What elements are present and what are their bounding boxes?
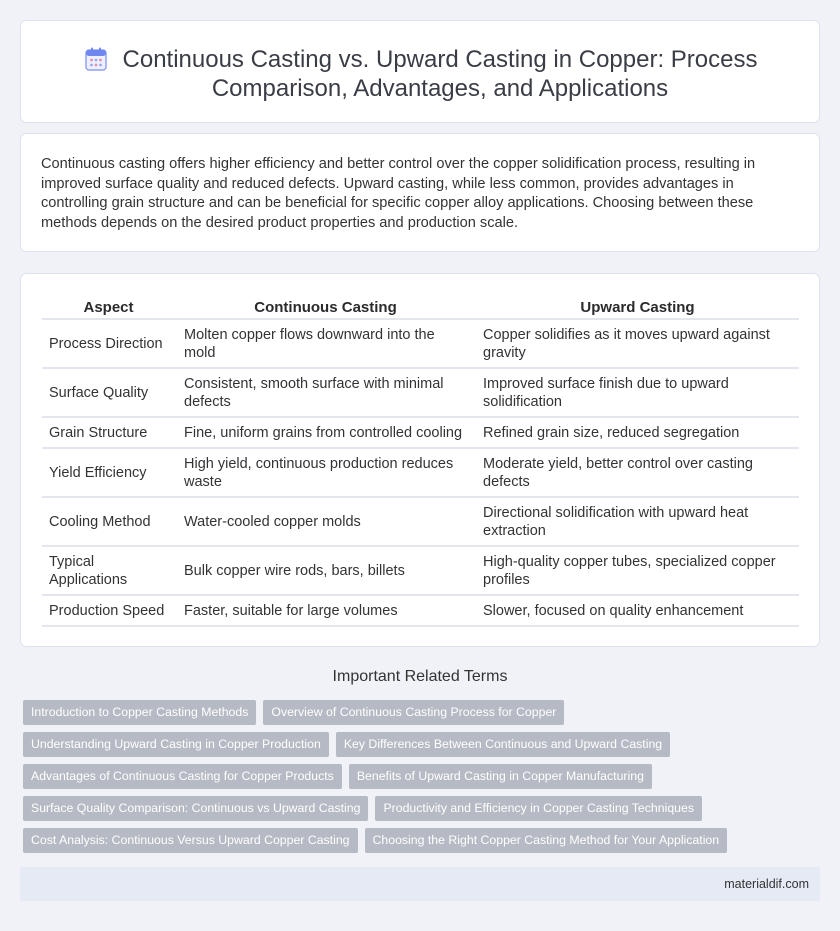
table-header-row [42,297,799,319]
table-row [42,368,799,417]
table-cell-upward: Copper solidifies as it moves upward against gravity [475,319,799,368]
table-cell-continuous: Consistent, smooth surface with minimal defects [176,368,475,417]
table-cell-aspect: Typical Applications [42,546,176,595]
header-upward-casting: Upward Casting [475,297,799,319]
table-cell-continuous: Fine, uniform grains from controlled cooling [176,417,475,448]
table-cell-aspect: Surface Quality [42,368,176,417]
related-terms-heading: Important Related Terms [332,668,508,685]
table-cell-upward: Slower, focused on quality enhancement [475,595,799,626]
related-term-tag[interactable]: Productivity and Efficiency in Copper Casting Techniques [375,796,702,821]
related-term-tag[interactable]: Benefits of Upward Casting in Copper Manufacturing [349,764,652,789]
table-cell-continuous: High yield, continuous production reduces waste [176,448,475,497]
title-card [20,20,820,123]
related-term-tag[interactable]: Key Differences Between Continuous and Upward Casting [336,732,670,757]
table-cell-upward: Directional solidification with upward heat extraction [475,497,799,546]
related-term-tag[interactable]: Cost Analysis: Continuous Versus Upward Copper Casting [23,828,358,853]
related-terms-list [23,700,813,860]
header-aspect: Aspect [42,297,176,319]
related-term-tag[interactable]: Introduction to Copper Casting Methods [23,700,256,725]
table-cell-aspect: Production Speed [42,595,176,626]
intro-card [20,133,820,252]
table-row [42,417,799,448]
table-row [42,319,799,368]
table-cell-continuous: Faster, suitable for large volumes [176,595,475,626]
comparison-table [42,297,799,627]
footer [20,867,820,901]
header-continuous-casting: Continuous Casting [176,297,475,319]
related-term-tag[interactable]: Choosing the Right Copper Casting Method for Your Application [365,828,728,853]
table-cell-continuous: Water-cooled copper molds [176,497,475,546]
page-title: Continuous Casting vs. Upward Casting in Copper: Process Comparison, Advantages, and Applications [122,46,758,102]
table-cell-aspect: Yield Efficiency [42,448,176,497]
table-row [42,546,799,595]
table-cell-upward: Refined grain size, reduced segregation [475,417,799,448]
table-row [42,448,799,497]
site-link[interactable]: materialdif.com [724,877,809,891]
table-cell-continuous: Bulk copper wire rods, bars, billets [176,546,475,595]
related-term-tag[interactable]: Overview of Continuous Casting Process for Copper [263,700,564,725]
related-term-tag[interactable]: Surface Quality Comparison: Continuous vs Upward Casting [23,796,368,821]
table-cell-aspect: Cooling Method [42,497,176,546]
table-cell-aspect: Grain Structure [42,417,176,448]
table-cell-upward: Moderate yield, better control over casting defects [475,448,799,497]
table-cell-upward: Improved surface finish due to upward solidification [475,368,799,417]
comparison-table-card [20,273,820,647]
table-cell-continuous: Molten copper flows downward into the mold [176,319,475,368]
table-cell-aspect: Process Direction [42,319,176,368]
table-row [42,497,799,546]
table-row [42,595,799,626]
related-term-tag[interactable]: Advantages of Continuous Casting for Copper Products [23,764,342,789]
table-cell-upward: High-quality copper tubes, specialized copper profiles [475,546,799,595]
related-term-tag[interactable]: Understanding Upward Casting in Copper Production [23,732,329,757]
intro-paragraph: Continuous casting offers higher efficiency and better control over the copper solidification process, resulting in improved surface quality and reduced defects. Upward casting, while less common, provides advantages in controlling grain structure and can be beneficial for specific copper alloy applications. Choosing between these methods depends on the desired product properties and production scale. [41,156,756,231]
